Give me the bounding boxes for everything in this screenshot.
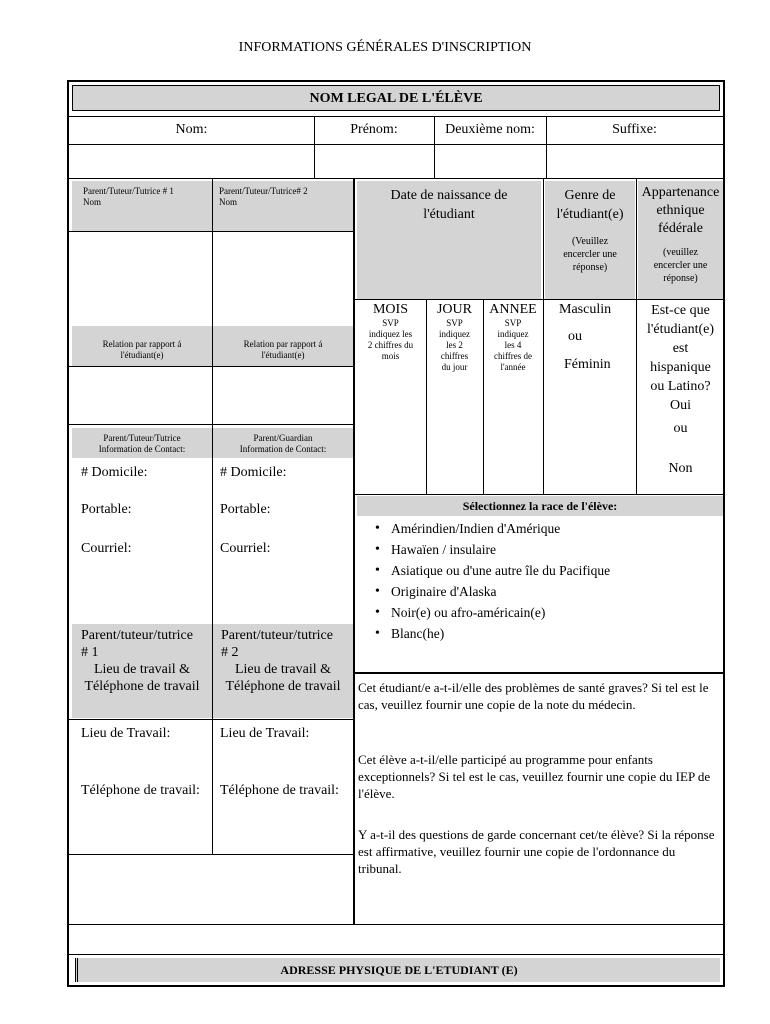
parent1-name-input[interactable] xyxy=(69,231,212,326)
race-item[interactable]: • Amérindien/Indien d'Amérique xyxy=(365,518,715,539)
prenom-input[interactable] xyxy=(314,144,434,178)
birthdate-label: Date de naissance de xyxy=(390,188,508,203)
jour-hint-2: les 2 xyxy=(446,340,463,350)
hispanic-q-4: ou Latino? xyxy=(650,379,711,394)
contact1-label: Parent/Tuteur/Tutrice xyxy=(103,433,181,443)
birthdate-header xyxy=(357,181,541,299)
parent2-name-input[interactable] xyxy=(213,231,353,326)
mois-hint-1: indiquez les xyxy=(368,329,413,339)
relation2-header xyxy=(213,326,353,366)
gender-header xyxy=(545,181,635,299)
mois-column[interactable] xyxy=(355,299,426,494)
courriel1-field[interactable]: Courriel: xyxy=(81,541,132,556)
parent1-name-label: Parent/Tuteur/Tutrice # 1 xyxy=(83,186,174,196)
annee-hint-0: SVP xyxy=(504,318,522,328)
race-header: Sélectionnez la race de l'élève: xyxy=(357,496,723,516)
deuxieme-nom-label: Deuxième nom: xyxy=(445,122,535,137)
parent1-name-sub: Nom xyxy=(83,197,101,207)
gender-sub: l'étudiant(e) xyxy=(556,207,624,222)
work1-header xyxy=(72,624,212,718)
annee-hint-3: chiffres de xyxy=(493,351,533,361)
birthdate-sub: l'étudiant xyxy=(423,207,475,222)
jour-column[interactable] xyxy=(426,299,483,494)
contact1-header xyxy=(72,428,212,458)
relation1-header xyxy=(72,326,212,366)
work2-label: Parent/tuteur/tutrice xyxy=(221,628,333,643)
contact2-label: Parent/Guardian xyxy=(253,433,313,443)
parent1-name-header xyxy=(72,181,212,231)
work2-telephone: Téléphone de travail xyxy=(225,679,341,694)
work2-header xyxy=(213,624,353,718)
prenom-label: Prénom: xyxy=(350,122,398,137)
annee-hint-2: les 4 xyxy=(504,340,522,350)
ethnicity-label: Appartenance xyxy=(641,185,720,200)
jour-hint-0: SVP xyxy=(446,318,463,328)
race-item[interactable]: • Originaire d'Alaska xyxy=(365,581,715,602)
jour-hint-3: chiffres xyxy=(440,351,469,361)
contact2-sub: Information de Contact: xyxy=(239,444,327,454)
hispanic-oui[interactable]: Oui xyxy=(670,398,691,413)
work1-lieu: Lieu de travail & xyxy=(93,662,191,677)
tel-travail2-field[interactable]: Téléphone de travail: xyxy=(220,783,339,798)
ethnicity-label-1: ethnique xyxy=(656,203,705,218)
race-item[interactable]: • Noir(e) ou afro-américain(e) xyxy=(365,602,715,623)
jour-hint-1: indiquez xyxy=(439,329,470,339)
parent2-name-header xyxy=(213,181,353,231)
mois-hint-2: 2 chiffres du xyxy=(367,340,414,350)
gender-hint-1: encercler une xyxy=(563,249,617,260)
mois-hint-0: SVP xyxy=(382,318,399,328)
domicile2-field[interactable]: # Domicile: xyxy=(220,465,287,480)
relation2-sub: l'étudiant(e) xyxy=(261,350,305,360)
annee-hint-1: indiquez xyxy=(497,329,529,339)
work1-label: Parent/tuteur/tutrice xyxy=(81,628,193,643)
hispanic-ou: ou xyxy=(673,421,688,436)
parent2-name-label: Parent/Tuteur/Tutrice# 2 xyxy=(219,186,308,196)
ethnicity-hint-0: (veuillez xyxy=(663,247,698,258)
race-item[interactable]: • Asiatique ou d'une autre île du Pacifique xyxy=(365,560,715,581)
gender-ou: ou xyxy=(568,329,582,344)
deuxieme-nom-input[interactable] xyxy=(434,144,546,178)
relation1-input[interactable] xyxy=(69,366,212,424)
race-item[interactable]: • Hawaïen / insulaire xyxy=(365,539,715,560)
hispanic-q-0: Est-ce que xyxy=(651,303,710,318)
exceptional-program-question: Cet élève a-t-il/elle participé au programme pour enfants exceptionnels? Si tel est le cas, veuillez fournir une copie du IEP de l'élève. xyxy=(358,752,711,801)
portable2-field[interactable]: Portable: xyxy=(220,502,271,517)
ethnicity-header xyxy=(638,181,723,299)
ethnicity-hint-2: réponse) xyxy=(663,273,698,284)
relation2-input[interactable] xyxy=(213,366,353,424)
race-list xyxy=(365,518,715,644)
mois-hint-3: mois xyxy=(381,351,400,361)
form-title: INFORMATIONS GÉNÉRALES D'INSCRIPTION xyxy=(238,40,532,55)
hispanic-q-2: est xyxy=(672,341,689,356)
address-header: ADRESSE PHYSIQUE DE L'ETUDIANT (E) xyxy=(75,958,720,982)
annee-hint-4: l'année xyxy=(500,362,526,372)
contact2-header xyxy=(213,428,353,458)
ethnicity-label-2: fédérale xyxy=(657,221,704,236)
mois-label: MOIS xyxy=(372,302,408,317)
suffixe-input[interactable] xyxy=(546,144,723,178)
gender-hint-0: (Veuillez xyxy=(571,236,609,247)
jour-hint-4: du jour xyxy=(441,362,468,372)
suffixe-label: Suffixe: xyxy=(612,122,657,137)
hispanic-q-3: hispanique xyxy=(650,360,711,375)
gender-label: Genre de xyxy=(564,188,616,203)
work1-telephone: Téléphone de travail xyxy=(84,679,200,694)
relation1-label: Relation par rapport á xyxy=(102,339,182,349)
race-item[interactable]: • Blanc(he) xyxy=(365,623,715,644)
annee-label: ANNEE xyxy=(489,302,537,317)
health-question: Cet étudiant/e a-t-il/elle des problèmes de santé graves? Si tel est le cas, veuillez fournir une copie de la note du médecin. xyxy=(358,680,709,712)
nom-input[interactable] xyxy=(69,144,314,178)
gender-masculin[interactable]: Masculin xyxy=(559,302,612,317)
domicile1-field[interactable]: # Domicile: xyxy=(81,465,148,480)
work2-lieu: Lieu de travail & xyxy=(234,662,332,677)
relation1-sub: l'étudiant(e) xyxy=(120,350,164,360)
parent2-name-sub: Nom xyxy=(219,197,237,207)
work1-number: # 1 xyxy=(81,645,99,660)
gender-hint-2: réponse) xyxy=(572,262,608,273)
legal-name-header: NOM LEGAL DE L'ÉLÈVE xyxy=(72,85,720,111)
courriel2-field[interactable]: Courriel: xyxy=(220,541,271,556)
annee-column[interactable] xyxy=(483,299,543,494)
lieu-travail1-field[interactable]: Lieu de Travail: xyxy=(81,726,171,741)
work2-number: # 2 xyxy=(221,645,239,660)
hispanic-q-1: l'étudiant(e) xyxy=(646,322,715,337)
custody-question: Y a-t-il des questions de garde concernant cet/te élève? Si la réponse est affirmative, veuillez fournir une copie de l'ordonnance du tribunal. xyxy=(358,827,715,876)
ethnicity-hint-1: encercler une xyxy=(653,260,708,271)
lieu-travail2-field[interactable]: Lieu de Travail: xyxy=(220,726,310,741)
hispanic-question xyxy=(638,301,723,396)
gender-feminin[interactable]: Féminin xyxy=(564,357,611,372)
relation2-label: Relation par rapport á xyxy=(243,339,323,349)
hispanic-non[interactable]: Non xyxy=(668,461,693,476)
contact1-sub: Information de Contact: xyxy=(98,444,186,454)
portable1-field[interactable]: Portable: xyxy=(81,502,132,517)
nom-label: Nom: xyxy=(175,122,208,137)
jour-label: JOUR xyxy=(436,302,472,317)
registration-form xyxy=(67,80,725,987)
tel-travail1-field[interactable]: Téléphone de travail: xyxy=(81,783,200,798)
